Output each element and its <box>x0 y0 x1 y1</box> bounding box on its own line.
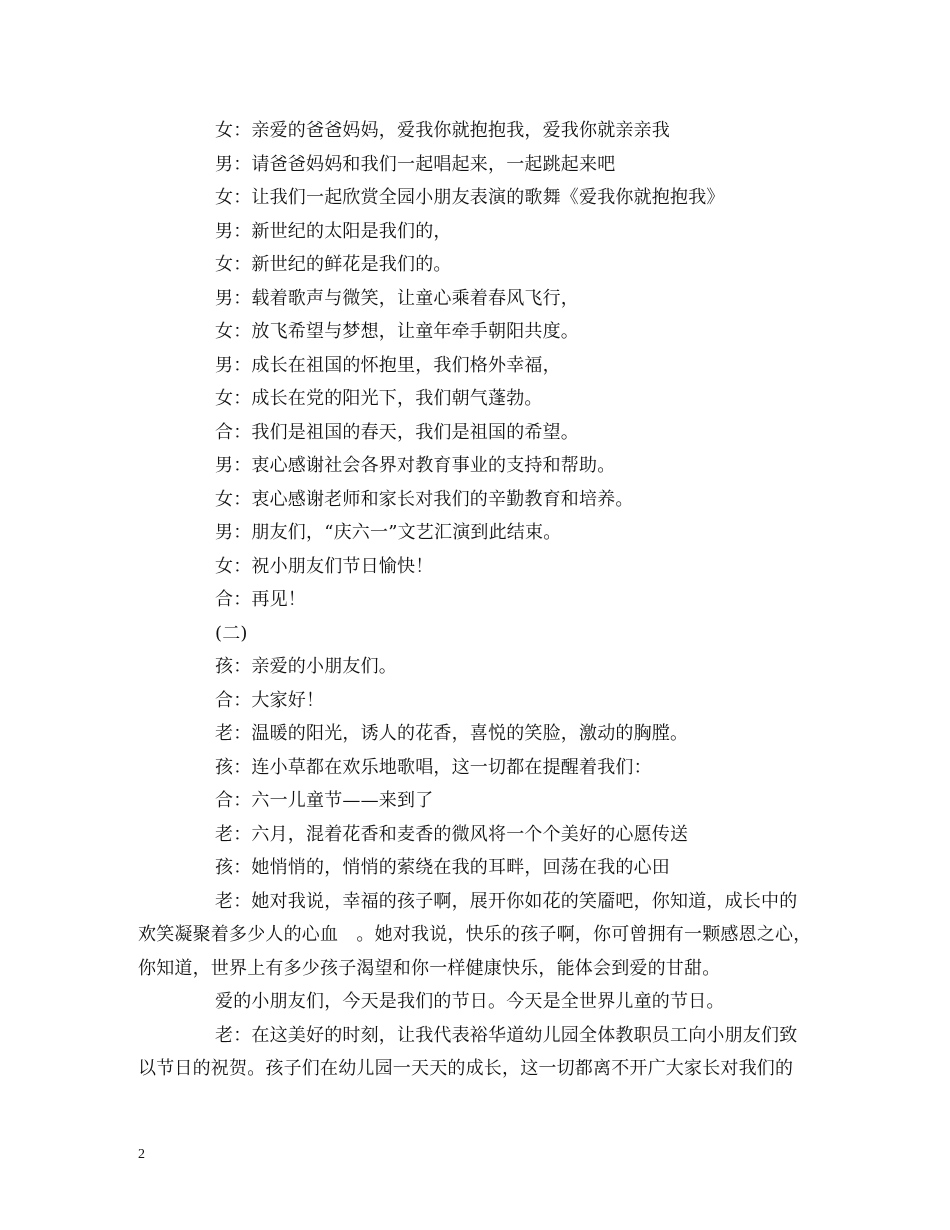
text-line: 合：六一儿童节——来到了 <box>215 790 434 811</box>
text-line: 孩：连小草都在欢乐地歌唱，这一切都在提醒着我们： <box>215 756 652 778</box>
section-heading: (二) <box>215 622 248 644</box>
text-line: 孩：她悄悄的，悄悄的萦绕在我的耳畔，回荡在我的心田 <box>215 857 670 878</box>
text-line: 男：载着歌声与微笑，让童心乘着春风飞行， <box>215 287 579 309</box>
text-line: 老：温暖的阳光，诱人的花香，喜悦的笑脸，激动的胸膛。 <box>215 723 689 744</box>
text-line: 男：衷心感谢社会各界对教育事业的支持和帮助。 <box>215 455 616 476</box>
document-body <box>138 114 838 1086</box>
text-line: 男：请爸爸妈妈和我们一起唱起来，一起跳起来吧 <box>215 153 616 175</box>
text-line: 男：成长在祖国的怀抱里，我们格外幸福， <box>215 354 561 376</box>
text-line: 女：亲爱的爸爸妈妈，爱我你就抱抱我，爱我你就亲亲我 <box>215 120 670 141</box>
text-line: 孩：亲爱的小朋友们。 <box>215 656 397 677</box>
text-line: 女：放飞希望与梦想，让童年牵手朝阳共度。 <box>215 321 579 342</box>
text-line: 男：新世纪的太阳是我们的， <box>215 220 452 242</box>
text-line: 女：让我们一起欣赏全园小朋友表演的歌舞《爱我你就抱抱我》 <box>215 187 725 208</box>
text-line-continuation: 以节日的祝贺。孩子们在幼儿园一天天的成长，这一切都离不开广大家长对我们的 <box>138 1058 794 1079</box>
text-line: 男：朋友们，“庆六一”文艺汇演到此结束。 <box>215 522 562 543</box>
text-line: 爱的小朋友们，今天是我们的节日。今天是全世界儿童的节日。 <box>215 991 725 1012</box>
text-line: 老：六月，混着花香和麦香的微风将一个个美好的心愿传送 <box>215 823 689 845</box>
text-line: 女：成长在党的阳光下，我们朝气蓬勃。 <box>215 388 543 409</box>
text-line: 老：在这美好的时刻，让我代表裕华道幼儿园全体教职员工向小朋友们致 <box>215 1024 798 1046</box>
text-line-continuation: 欢笑凝聚着多少人的心血 。她对我说，快乐的孩子啊，你可曾拥有一颗感恩之心， <box>138 924 812 945</box>
page-number: 2 <box>138 1147 145 1162</box>
text-line: 女：祝小朋友们节日愉快！ <box>215 555 434 577</box>
text-line: 老：她对我说，幸福的孩子啊，展开你如花的笑靥吧，你知道，成长中的 <box>215 890 798 912</box>
text-line-continuation: 你知道，世界上有多少孩子渴望和你一样健康快乐，能体会到爱的甘甜。 <box>138 957 721 979</box>
text-line: 合：大家好！ <box>215 689 325 711</box>
text-line: 合：再见！ <box>215 589 306 610</box>
text-line: 合：我们是祖国的春天，我们是祖国的希望。 <box>215 421 579 443</box>
text-line: 女：衷心感谢老师和家长对我们的辛勤教育和培养。 <box>215 488 634 510</box>
text-line: 女：新世纪的鲜花是我们的。 <box>215 254 452 275</box>
